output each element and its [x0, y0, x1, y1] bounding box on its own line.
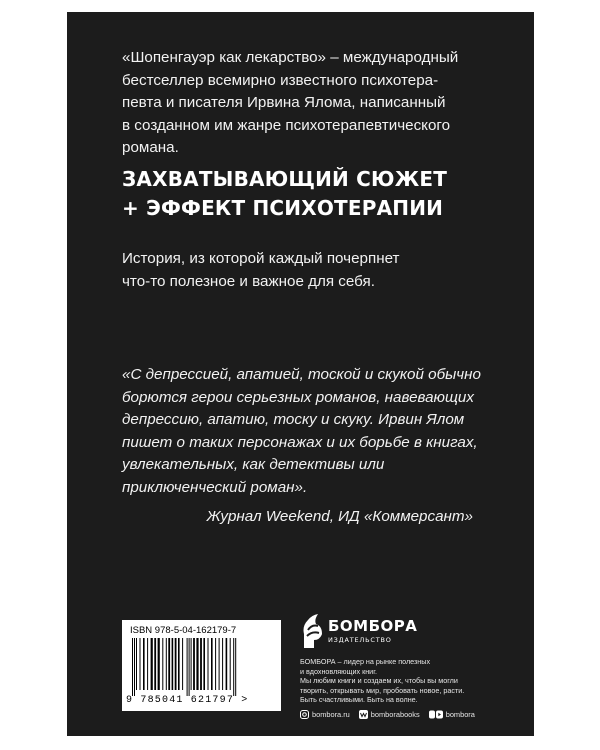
isbn-label: ISBN 978-5-04-162179-7 — [130, 625, 237, 636]
intro-paragraph: «Шопенгауэр как лекарство» – международный бестселлер всемирно известного психотера- певта и писателя Ирвина Ялома, написанный в созданном им жанре психотерапевтического романа. — [122, 49, 459, 156]
teaser-paragraph: История, из которой каждый почерпнет что-то полезное и важное для себя. — [122, 250, 400, 290]
barcode-bars — [128, 638, 275, 696]
social-links — [300, 708, 510, 720]
social-youtube[interactable] — [429, 710, 475, 719]
publisher-description: БОМБОРА – лидер на рынке полезных и вдохновляющих книг. Мы любим книги и создаем их, чтобы вы могли творить, открывать мир, пробовать новое, расти. Быть счастливыми. Быть на волне. — [300, 657, 465, 705]
book-back-cover — [67, 12, 534, 736]
bombora-logo-icon — [300, 614, 324, 648]
social-label: bomborabooks — [370, 709, 420, 719]
social-instagram[interactable] — [300, 710, 350, 719]
instagram-icon — [300, 710, 309, 719]
barcode-digits: 9 785041 621797 > — [126, 695, 249, 706]
publisher-subtitle: ИЗДАТЕЛЬСТВО — [328, 636, 392, 644]
quote-source: Журнал Weekend, ИД «Коммерсант» — [206, 508, 473, 525]
vk-icon — [359, 710, 368, 719]
barcode-box — [122, 620, 281, 711]
publisher-name: БОМБОРА — [328, 617, 418, 635]
review-quote: «С депрессией, апатией, тоской и скукой обычно борются герои серьезных романов, навевающих депрессию, апатию, тоску и скуку. Ирвин Ялом пишет о таких персонажах и их борьбе в книгах, увлекательных, как детективы или приключенческий роман». — [122, 366, 481, 496]
youtube-icon — [429, 710, 443, 719]
publisher-logo — [300, 614, 450, 650]
social-label: bombora — [445, 709, 475, 719]
social-vk[interactable] — [359, 710, 420, 719]
headline: ЗАХВАТЫВАЮЩИЙ СЮЖЕТ + ЭФФЕКТ ПСИХОТЕРАПИИ — [122, 167, 448, 220]
social-label: bombora.ru — [312, 709, 350, 719]
